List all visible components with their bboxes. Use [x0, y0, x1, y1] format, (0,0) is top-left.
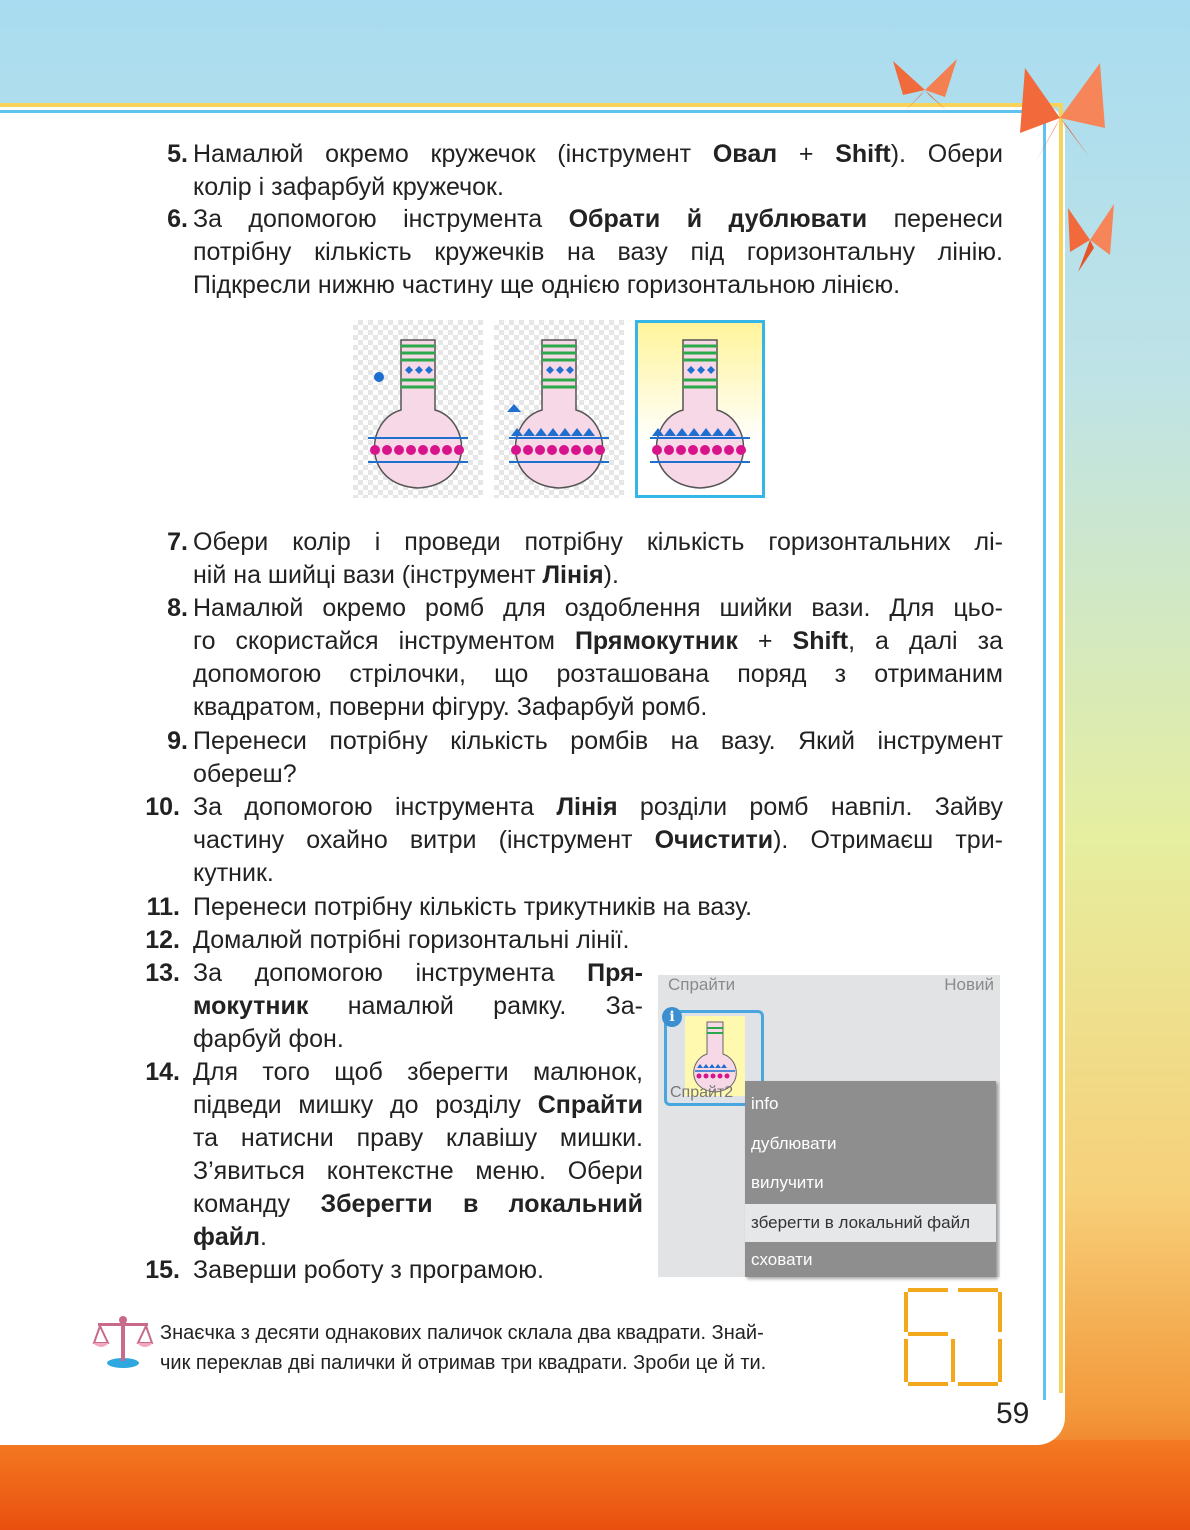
butterfly-icon: [1005, 58, 1115, 168]
step-13-line-1: [193, 959, 643, 988]
text-segment: Підкресли нижню частину ще однією горизонтальною лінією.: [193, 271, 901, 299]
text-segment: Обери колір і проведи потрібну кількість горизонтальних лі-: [193, 528, 1003, 556]
text-segment: кутник.: [193, 859, 274, 887]
text-segment: намалюй рамку. За-: [308, 992, 643, 1020]
step-10-line-3: [193, 859, 274, 888]
step-14-line-3: [193, 1124, 643, 1153]
text-segment: ).: [603, 561, 619, 589]
bold-term: мокутник: [193, 992, 309, 1020]
text-segment: Намалюй окремо ромб для оздоблення шийки вази. Для цьо-: [193, 594, 1003, 622]
menu-item-info[interactable]: info: [751, 1094, 779, 1113]
frame-yellow-side: [1059, 103, 1063, 1393]
text-segment: За допомогою інструмента: [193, 205, 569, 233]
bold-term: Зберегти в локальний: [320, 1190, 643, 1218]
bold-term: Спрайти: [537, 1091, 643, 1119]
text-segment: ). Отримаєш три-: [773, 826, 1003, 854]
step-5-line-2: [193, 173, 504, 202]
step-number: 14.: [145, 1058, 180, 1086]
text-segment: З’явиться контекстне меню. Обери: [193, 1157, 643, 1185]
step-8-line-3: [193, 660, 1003, 689]
text-segment: , а далі за: [848, 627, 1004, 655]
context-menu: [745, 1081, 996, 1277]
bold-term: Овал: [712, 140, 778, 168]
text-segment: Домалюй потрібні горизонтальні лінії.: [193, 926, 630, 954]
step-number: 11.: [146, 893, 180, 921]
step-8-line-1: [193, 594, 1003, 623]
step-number: 7.: [167, 528, 188, 556]
text-segment: За допомогою інструмента: [193, 959, 588, 987]
step-5-line-1: [193, 140, 1003, 169]
step-14-line-1: [193, 1058, 643, 1087]
step-6-line-1: [193, 205, 1003, 234]
info-icon[interactable]: i: [662, 1007, 682, 1027]
text-segment: та натисни праву клавішу мишки.: [193, 1124, 643, 1152]
step-7-line-2: [193, 561, 619, 590]
step-13-line-3: [193, 1025, 344, 1054]
text-segment: ній на шийці вази (інструмент: [193, 561, 543, 589]
step-11-line-1: [193, 893, 752, 922]
step-10-line-2: [193, 826, 1003, 855]
text-segment: Заверши роботу з програмою.: [193, 1256, 544, 1284]
puzzle-text-line-2: чик переклав дві палички й отримав три квадрати. Зроби це й ти.: [160, 1352, 767, 1374]
text-segment: .: [260, 1223, 267, 1251]
step-number: 6.: [167, 205, 188, 233]
bold-term: файл: [193, 1223, 261, 1251]
puzzle-text-line-1: Знаєчка з десяти однакових паличок склала два квадрати. Знай-: [160, 1322, 764, 1344]
text-segment: Намалюй окремо кружечок (інструмент: [193, 140, 713, 168]
menu-item-hide[interactable]: сховати: [751, 1250, 813, 1269]
step-number: 5.: [167, 140, 188, 168]
bottom-orange-band: [0, 1440, 1190, 1530]
step-14-line-6: [193, 1223, 267, 1252]
menu-item-save-local[interactable]: зберегти в локальний файл: [745, 1204, 996, 1242]
sprite-name-label: Спрайт2: [670, 1084, 734, 1101]
step-9-line-2: [193, 760, 297, 789]
text-segment: Перенеси потрібну кількість ромбів на вазу. Який інструмент: [193, 727, 1003, 755]
butterfly-icon: [885, 55, 965, 115]
bold-term: Очистити: [654, 826, 774, 854]
sprites-panel-title: Спрайти: [668, 975, 736, 994]
bold-term: Shift: [792, 627, 849, 655]
step-15-line-1: [193, 1256, 544, 1285]
text-segment: +: [777, 140, 836, 168]
text-segment: потрібну кількість кружечків на вазу під горизонтальну лінію.: [193, 238, 1003, 266]
step-8-line-4: [193, 693, 707, 722]
page-number: 59: [996, 1397, 1030, 1430]
step-13-line-2: [193, 992, 643, 1021]
step-7-line-1: [193, 528, 1003, 557]
text-segment: розділи ромб навпіл. Зайву: [617, 793, 1003, 821]
bold-term: Shift: [835, 140, 891, 168]
bold-term: Лінія: [556, 793, 618, 821]
text-segment: команду: [193, 1190, 321, 1218]
text-segment: Перенеси потрібну кількість трикутників на вазу.: [193, 893, 753, 921]
bold-term: Обрати й дублювати: [568, 205, 868, 233]
text-segment: го скористайся інструментом: [193, 627, 575, 655]
step-8-line-2: [193, 627, 1003, 656]
step-6-line-3: [193, 271, 900, 300]
text-segment: підведи мишку до розділу: [193, 1091, 538, 1119]
scales-icon: [92, 1313, 154, 1369]
menu-item-duplicate[interactable]: дублювати: [751, 1134, 837, 1153]
text-segment: квадратом, поверни фігуру. Зафарбуй ромб.: [193, 693, 708, 721]
text-segment: колір і зафарбуй кружечок.: [193, 173, 504, 201]
bold-term: Прямокутник: [574, 627, 738, 655]
text-segment: перенеси: [867, 205, 1003, 233]
step-number: 9.: [167, 727, 188, 755]
text-segment: обереш?: [193, 760, 297, 788]
step-number: 10.: [145, 793, 180, 821]
step-10-line-1: [193, 793, 1003, 822]
frame-blue-side: [1043, 110, 1046, 1400]
menu-item-delete[interactable]: вилучити: [751, 1173, 824, 1192]
step-14-line-5: [193, 1190, 643, 1219]
text-segment: ). Обери: [890, 140, 1003, 168]
text-segment: допомогою стрілочки, що розташована поряд з отриманим: [193, 660, 1003, 688]
text-segment: фарбуй фон.: [193, 1025, 344, 1053]
step-number: 8.: [167, 594, 188, 622]
step-12-line-1: [193, 926, 630, 955]
step-14-line-4: [193, 1157, 643, 1186]
new-sprite-button[interactable]: Новий: [944, 975, 994, 994]
butterfly-icon: [1060, 200, 1120, 275]
text-segment: частину охайно витри (інструмент: [193, 826, 655, 854]
bold-term: Лінія: [542, 561, 604, 589]
step-number: 15.: [145, 1256, 180, 1284]
step-14-line-2: [193, 1091, 643, 1120]
step-9-line-1: [193, 727, 1003, 756]
step-number: 13.: [145, 959, 180, 987]
text-segment: За допомогою інструмента: [193, 793, 557, 821]
text-segment: +: [737, 627, 793, 655]
vase-drawings: [353, 320, 773, 500]
sprites-panel: [658, 975, 1000, 1277]
bold-term: Пря-: [587, 959, 643, 987]
step-number: 12.: [145, 926, 180, 954]
step-6-line-2: [193, 238, 1003, 267]
text-segment: Для того щоб зберегти малюнок,: [193, 1058, 643, 1086]
matchsticks-figure: [903, 1287, 1003, 1387]
